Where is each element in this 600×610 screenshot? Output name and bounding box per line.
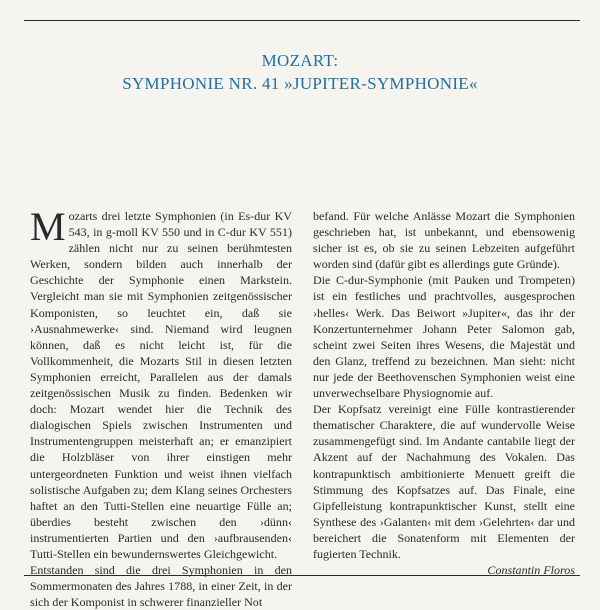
paragraph-text: ozarts drei letzte Symphonien (in Es-dur KV 543, in g-moll KV 550 und in C-dur KV 551) zählen nicht nur zu seinen berühmtesten Werken, sondern bilden auch innerhalb der Geschichte der Symphonie einen Markstein. Vergleicht man sie mit Symphonien zeitgenössischer Komponisten, so leuchtet ein, daß sie ›Ausnahmewerke‹ sind. Niemand wird leugnen können, daß es nicht leicht ist, für die Vollkommenheit, die Mozarts Stil in diesen letzten Symphonien erreicht, Parallelen aus der damals zeitgenössischen Musik zu finden. Bedenken wir doch: Mozart wendet hier die Technik des dialogischen Spiels zwischen Instrumenten und Instrumentengruppen meisterhaft an; er emanzipiert die Holzbläser von ihrer einstigen mehr untergeordneten Funktion und weist ihnen vielfach solistische Aufgaben zu; dem Klang seines Orchesters haftet an den Tutti-Stellen eine neuartige Fülle an; überdies besteht zwischen den ›dünn‹ instrumentierten Partien und den ›aufbrausenden‹ Tutti-Stellen ein bewundernswertes Gleichgewicht.	[30, 209, 292, 561]
title-work: SYMPHONIE NR. 41 »JUPITER-SYMPHONIE«	[122, 74, 478, 93]
paragraph: Der Kopfsatz vereinigt eine Fülle kontrastierender thematischer Charaktere, die auf wundervolle Weise zusammengefügt sind. Im Andante cantabile liegt der Akzent auf der Nachahmung des Vokalen. Das kontrapunktisch ambitionierte Menuett greift die Stimmung des Kopfsatzes auf. Das Finale, eine Gipfelleistung kontrapunktischer Kunst, stellt eine Synthese des ›Galanten‹ mit dem ›Gelehrten‹ dar und bereichert die Sonatenform mit Elementen der fugierten Technik.	[313, 402, 575, 561]
right-column	[313, 208, 575, 578]
title-composer: MOZART:	[261, 51, 339, 70]
bottom-rule	[24, 575, 580, 576]
paragraph: Die C-dur-Symphonie (mit Pauken und Trompeten) ist ein festliches und prachtvolles, ausgesprochen ›helles‹ Werk. Das Beiwort »Jupiter«, das ihr der Konzertunternehmer Johann Peter Salomon gab, scheint zwei Seiten ihres Wesens, die Majestät und den Glanz, treffend zu bezeichnen. Man sieht: nicht nur jede der Beethovenschen Symphonien weist eine unverwechselbare Physiognomie auf.	[313, 273, 575, 401]
paragraph	[30, 204, 292, 562]
page-title	[0, 49, 600, 95]
drop-cap: M	[30, 204, 66, 249]
top-rule	[24, 20, 580, 21]
paragraph: befand. Für welche Anlässe Mozart die Symphonien geschrieben hat, ist unbekannt, und ebensowenig sicher ist es, ob sie zu seinen Lebzeiten aufgeführt worden sind (dafür gibt es allerdings gute Gründe).	[313, 209, 575, 272]
author-signature: Constantin Floros	[487, 563, 575, 578]
left-column	[30, 204, 292, 610]
paragraph: Entstanden sind die drei Symphonien in den Sommermonaten des Jahres 1788, in einer Zeit, in der sich der Komponist in schwerer finanzieller Not	[30, 563, 292, 610]
